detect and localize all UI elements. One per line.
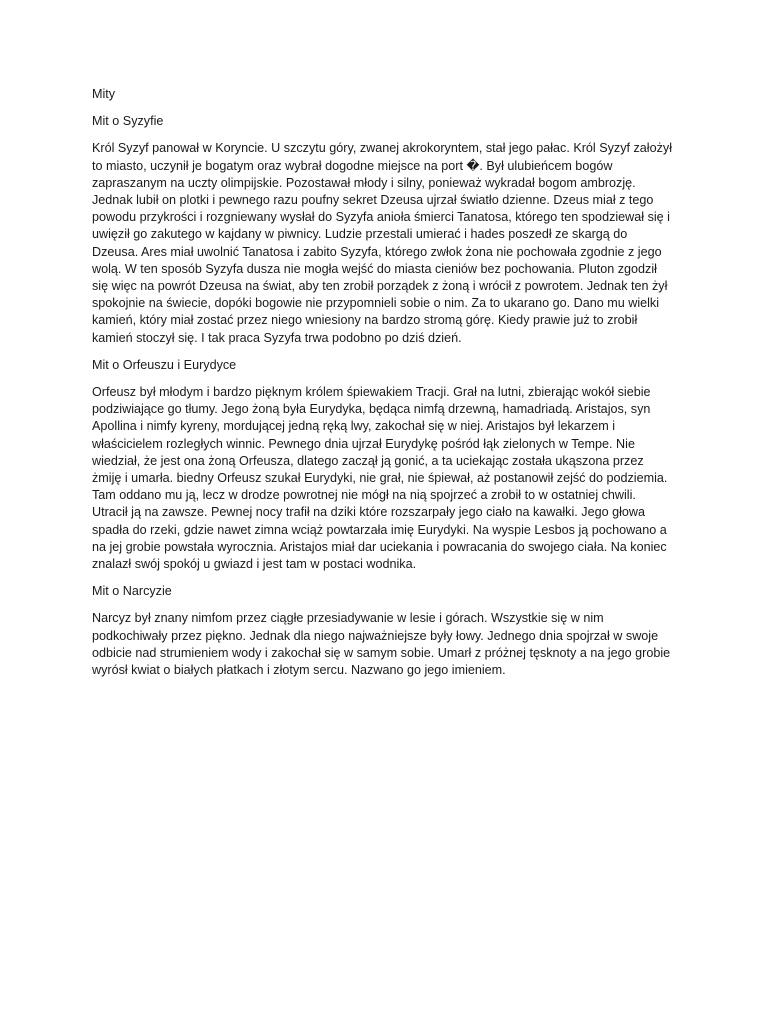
section-paragraph: Narcyz był znany nimfom przez ciągłe przesiadywanie w lesie i górach. Wszystkie się w nim podkochiwały przez piękno. Jednak dla niego najważniejsze były łowy. Jednego dnia spojrzał w swoje odbicie nad strumieniem wody i zakochał się w samym sobie. Umarł z próżnej tęsknoty a na jego grobie wyrósł kwiat o białych płatkach i złotym sercu. Nazwano go jego imieniem. xyxy=(92,611,671,678)
section-narcyz xyxy=(92,583,672,679)
document-title: Mity xyxy=(92,87,116,101)
document-page xyxy=(92,86,672,689)
section-syzyf xyxy=(92,113,672,347)
section-heading: Mit o Narcyzie xyxy=(92,584,172,599)
section-heading: Mit o Syzyfie xyxy=(92,114,164,129)
section-heading: Mit o Orfeuszu i Eurydyce xyxy=(92,357,237,372)
section-paragraph: Orfeusz był młodym i bardzo pięknym królem śpiewakiem Tracji. Grał na lutni, zbierając wokół siebie podziwiające go tłumy. Jego żoną była Eurydyka, będąca nimfą drzewną, hamadriadą. Aristajos, syn Apollina i nimfy kyreny, mordującej jedną ręką lwy, zakochał się w niej. Aristajos był lekarzem i właścicielem rozległych winnic. Pewnego dnia ujrzał Eurydykę pośród łąk zielonych w Tempe. Nie wiedział, że jest ona żoną Orfeusza, dlatego zaczął ją gonić, a ta uciekając została ukąszona przez żmiję i umarła. biedny Orfeusz szukał Eurydyki, nie grał, nie śpiewał, aż postanowił zejść do podziemia. Tam oddano mu ją, lecz w drodze powrotnej nie mógł na nią spojrzeć a zrobił to w ostatniej chwili. Utracił ją na zawsze. Pewnej nocy trafił na dziki które rozszarpały jego ciało na kawałki. Jego głowa spadła do rzeki, gdzie nawet zimna wciąż powtarzała imię Eurydyki. Na wyspie Lesbos ją pochowano a na jej grobie powstała wyrocznia. Aristajos miał dar uciekania i powracania do swojego ciała. Na koniec znalazł swój spokój u gwiazd i jest tam w postaci wodnika. xyxy=(92,385,668,572)
section-orfeusz xyxy=(92,357,672,573)
section-paragraph: Król Syzyf panował w Koryncie. U szczytu góry, zwanej akrokoryntem, stał jego pałac. Król Syzyf założył to miasto, uczynił je bogatym oraz wybrał dogodne miejsce na port �. Był ulubieńcem bogów zapraszanym na uczty olimpijskie. Pozostawał młody i silny, ponieważ wykradał bogom ambrozję. Jednak lubił on plotki i pewnego razu poufny sekret Dzeusa ujrzał światło dzienne. Dzeus miał z tego powodu przykrości i rozgniewany wysłał do Syzyfa anioła śmierci Tanatosa, którego ten spodziewał się i uwięził go zakutego w kajdany w piwnicy. Ludzie przestali umierać i hades poszedł ze skargą do Dzeusa. Ares miał uwolnić Tanatosa i zabito Syzyfa, którego zwłok żona nie pochowała zgodnie z jego wolą. W ten sposób Syzyfa dusza nie mogła wejść do miasta cieniów bez pochowania. Pluton zgodził się więc na powrót Dzeusa na świat, aby ten zrobił porządek z żoną i wrócił z powrotem. Jednak ten żył spokojnie na świecie, dopóki bogowie nie przypomnieli sobie o nim. Za to ukarano go. Dano mu wielki kamień, który miał zostać przez niego wniesiony na bardzo stromą górę. Kiedy prawie już to zrobił kamień stoczył się. I tak praca Syzyfa trwa podobno po dziś dzień. xyxy=(92,141,673,345)
